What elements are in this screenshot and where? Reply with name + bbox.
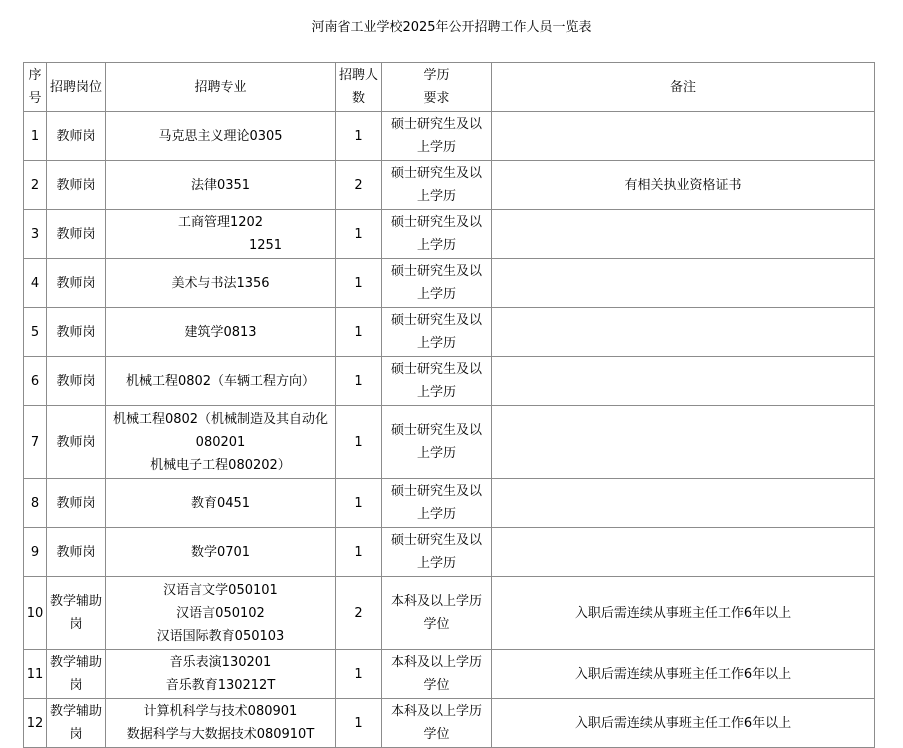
major-line: 马克思主义理论0305 [158,128,283,144]
table-row [24,528,875,577]
education-line: 本科及以上学历 [390,655,482,670]
cell-education [382,479,492,528]
cell-count: 1 [336,528,382,577]
position-line: 岗 [69,727,83,742]
header-row [24,63,875,112]
cell-notes: 入职后需连续从事班主任工作6年以上 [492,699,875,748]
cell-notes [492,357,875,406]
education-line: 学位 [423,727,450,742]
position-line: 教师岗 [56,544,96,560]
position-line: 教师岗 [56,275,96,291]
education-line: 上学历 [416,446,456,461]
major-line: 汉语国际教育050103 [156,628,285,644]
cell-seq: 1 [24,112,47,161]
education-line: 硕士研究生及以 [390,166,482,181]
cell-count: 1 [336,357,382,406]
table-row [24,479,875,528]
cell-count: 1 [336,112,382,161]
cell-position [47,308,106,357]
cell-notes: 有相关执业资格证书 [492,161,875,210]
major-line: 汉语言文学050101 [163,582,278,598]
cell-position [47,210,106,259]
cell-count: 1 [336,308,382,357]
cell-notes [492,479,875,528]
cell-seq: 4 [24,259,47,308]
education-line: 本科及以上学历 [390,704,482,719]
cell-education [382,357,492,406]
cell-education [382,210,492,259]
cell-position [47,699,106,748]
header-notes: 备注 [492,63,875,112]
education-line: 硕士研究生及以 [390,423,482,438]
cell-major [106,308,336,357]
table-row [24,650,875,699]
education-line: 硕士研究生及以 [390,117,482,132]
cell-education [382,577,492,650]
position-line: 岗 [69,617,83,632]
cell-seq: 8 [24,479,47,528]
cell-count: 1 [336,650,382,699]
cell-count: 2 [336,161,382,210]
table-row [24,308,875,357]
header-seq: 序 号 [24,63,47,112]
cell-seq: 6 [24,357,47,406]
major-line: 机械电子工程080202） [150,457,291,473]
cell-seq: 5 [24,308,47,357]
cell-position [47,479,106,528]
position-line: 岗 [69,678,83,693]
header-count: 招聘人 数 [336,63,382,112]
cell-major [106,259,336,308]
table-body [24,63,875,748]
education-line: 学位 [423,617,450,632]
cell-count: 1 [336,210,382,259]
table-row [24,699,875,748]
cell-education [382,161,492,210]
cell-notes [492,259,875,308]
education-line: 硕士研究生及以 [390,362,482,377]
cell-seq: 10 [24,577,47,650]
major-line: 计算机科学与技术080901 [143,704,298,719]
education-line: 硕士研究生及以 [390,215,482,230]
position-line: 教师岗 [56,128,96,144]
major-line: 美术与书法1356 [171,275,270,291]
cell-position [47,161,106,210]
major-line: 建筑学0813 [184,324,257,340]
table-row [24,161,875,210]
cell-position [47,577,106,650]
education-line: 本科及以上学历 [390,594,482,609]
major-line: 音乐教育130212T [165,678,276,693]
position-line: 教师岗 [56,373,96,389]
cell-position [47,528,106,577]
major-line: 汉语言050102 [176,605,265,621]
cell-education [382,308,492,357]
header-education: 学历 要求 [382,63,492,112]
cell-education [382,650,492,699]
cell-seq: 9 [24,528,47,577]
position-line: 教师岗 [56,434,96,450]
header-position: 招聘岗位 [47,63,106,112]
cell-notes [492,210,875,259]
education-line: 硕士研究生及以 [390,264,482,279]
education-line: 上学历 [416,287,456,302]
cell-seq: 11 [24,650,47,699]
education-line: 硕士研究生及以 [390,533,482,548]
position-line: 教学辅助 [49,594,102,609]
cell-position [47,112,106,161]
cell-position [47,357,106,406]
major-line: 机械工程0802（机械制造及其自动化 [112,411,329,427]
cell-notes [492,112,875,161]
major-line: 数学0701 [190,544,251,560]
education-line: 上学历 [416,238,456,253]
cell-notes [492,406,875,479]
table-row [24,210,875,259]
cell-education [382,699,492,748]
education-line: 硕士研究生及以 [390,313,482,328]
cell-position [47,259,106,308]
table-row [24,406,875,479]
cell-notes [492,308,875,357]
table-row [24,112,875,161]
cell-position [47,650,106,699]
cell-education [382,406,492,479]
major-line: 法律0351 [190,177,251,193]
cell-major [106,479,336,528]
cell-notes: 入职后需连续从事班主任工作6年以上 [492,650,875,699]
education-line: 学位 [423,678,450,693]
major-line: 机械工程0802（车辆工程方向） [125,373,316,389]
cell-count: 2 [336,577,382,650]
cell-count: 1 [336,259,382,308]
table-row [24,577,875,650]
cell-notes: 入职后需连续从事班主任工作6年以上 [492,577,875,650]
cell-count: 1 [336,699,382,748]
major-line: 工商管理1202 [177,215,264,230]
major-line: 数据科学与大数据技术080910T [126,727,315,742]
education-line: 上学历 [416,507,456,522]
cell-count: 1 [336,479,382,528]
position-line: 教师岗 [56,177,96,193]
education-line: 硕士研究生及以 [390,484,482,499]
recruitment-table [23,62,875,748]
cell-count: 1 [336,406,382,479]
cell-education [382,528,492,577]
education-line: 上学历 [416,189,456,204]
page-title: 河南省工业学校2025年公开招聘工作人员一览表 [311,20,592,35]
cell-seq: 2 [24,161,47,210]
cell-major [106,161,336,210]
major-line: 080201 [195,434,246,450]
cell-major [106,406,336,479]
education-line: 上学历 [416,385,456,400]
education-line: 上学历 [416,556,456,571]
cell-major [106,528,336,577]
table-row [24,357,875,406]
table-row [24,259,875,308]
cell-position [47,406,106,479]
education-line: 上学历 [416,140,456,155]
cell-major [106,357,336,406]
education-line: 上学历 [416,336,456,351]
cell-major [106,112,336,161]
major-line: 音乐表演130201 [169,655,272,670]
position-line: 教师岗 [56,226,96,242]
cell-notes [492,528,875,577]
cell-major [106,210,336,259]
cell-major [106,650,336,699]
major-line: 教育0451 [190,495,251,511]
header-major: 招聘专业 [106,63,336,112]
cell-seq: 7 [24,406,47,479]
position-line: 教学辅助 [49,655,102,670]
cell-education [382,112,492,161]
position-line: 教师岗 [56,495,96,511]
major-line: 1251 [248,238,283,253]
cell-seq: 3 [24,210,47,259]
position-line: 教学辅助 [49,704,102,719]
cell-education [382,259,492,308]
cell-major [106,699,336,748]
cell-seq: 12 [24,699,47,748]
cell-major [106,577,336,650]
position-line: 教师岗 [56,324,96,340]
